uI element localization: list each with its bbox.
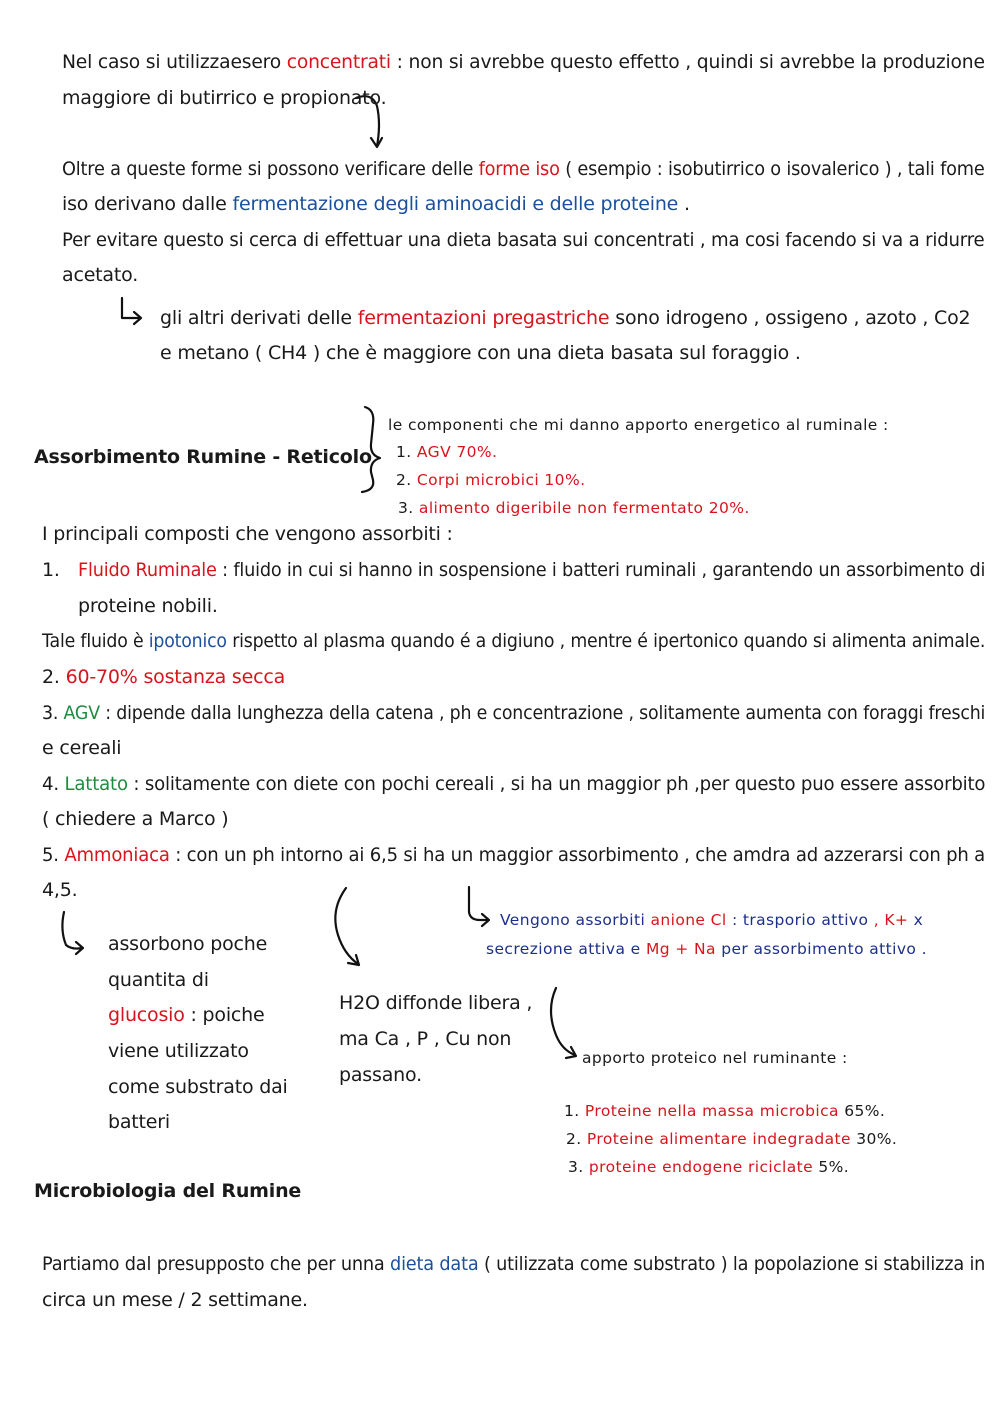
paragraph-2-line-3: Per evitare questo si cerca di effettuar una dieta basata sui concentrati , ma cosi facendo si va a ridurre — [62, 229, 985, 251]
water-note-line-2: ma Ca , P , Cu non — [339, 1028, 512, 1050]
list-item-1 — [78, 561, 985, 580]
text: : non si avrebbe questo effetto , quindi si avrebbe la produzione — [390, 51, 985, 73]
item-text: proteine endogene riciclate — [588, 1158, 814, 1176]
highlight-mg-na: Mg + Na — [645, 940, 716, 958]
text: : trasporio attivo — [726, 911, 874, 929]
brace-note-item-3 — [398, 501, 750, 517]
item-text: AGV 70%. — [416, 443, 498, 461]
highlight-dieta-data: dieta data — [390, 1253, 479, 1275]
curved-arrow-2 — [335, 888, 358, 964]
list-item-5 — [42, 846, 985, 865]
section-2-line-2: circa un mese / 2 settimane. — [42, 1289, 308, 1311]
item-number: 1. — [564, 1102, 580, 1120]
curved-arrow-3 — [551, 988, 575, 1055]
protein-note-item-1 — [564, 1104, 885, 1120]
paragraph-1-line-1 — [62, 53, 985, 72]
item-percent: 65%. — [844, 1102, 886, 1120]
section-title-microbiologia: Microbiologia del Rumine — [34, 1180, 302, 1202]
highlight-fluido-ruminale: Fluido Ruminale — [78, 559, 217, 581]
glucose-note-line-3 — [108, 1006, 264, 1025]
text: x — [908, 911, 924, 929]
highlight-sostanza-secca: 60-70% sostanza secca — [65, 666, 286, 688]
protein-note-item-3 — [568, 1160, 849, 1176]
item-number: 1. — [396, 443, 412, 461]
text: Tale fluido è — [42, 630, 149, 652]
text: rispetto al plasma quando é a digiuno , mentre é ipertonico quando si alimenta animale. — [226, 630, 986, 652]
highlight-fermentazione: fermentazione degli aminoacidi e delle proteine — [232, 193, 679, 215]
water-note-line-3: passano. — [339, 1064, 422, 1086]
protein-note-heading: apporto proteico nel ruminante : — [582, 1049, 848, 1067]
brace-note-item-1 — [396, 445, 497, 461]
paragraph-2-line-1 — [62, 160, 985, 179]
text: . — [678, 193, 690, 215]
text: Partiamo dal presupposto che per unna — [42, 1253, 391, 1275]
brace-note-item-2 — [396, 473, 585, 489]
text: Oltre a queste forme si possono verificare delle — [62, 158, 479, 180]
text: : fluido in cui si hanno in sospensione i batteri ruminali , garantendo un assorbimento di — [216, 559, 986, 581]
section-title-assorbimento: Assorbimento Rumine - Reticolo — [34, 446, 372, 468]
highlight-k: , K+ — [873, 911, 909, 929]
hook-arrow-1 — [122, 298, 140, 318]
text: sono idrogeno , ossigeno , azoto , Co2 — [609, 307, 971, 329]
glucose-note-line-5: come substrato dai — [108, 1076, 288, 1098]
highlight-concentrati: concentrati — [286, 51, 391, 73]
list-item-4-continued: ( chiedere a Marco ) — [42, 808, 229, 830]
item-number: 2. — [42, 666, 66, 688]
item-text: alimento digeribile non fermentato 20%. — [418, 499, 750, 517]
highlight-lattato: Lattato — [64, 773, 128, 795]
ion-note-line-2 — [486, 942, 927, 958]
highlight-agv: AGV — [63, 702, 100, 724]
item-text: Proteine nella massa microbica — [584, 1102, 839, 1120]
ion-note-line-1 — [500, 913, 923, 929]
text: ( utilizzata come substrato ) la popolazione si stabilizza in — [478, 1253, 986, 1275]
text: per assorbimento attivo . — [715, 940, 927, 958]
item-number: 4. — [42, 773, 65, 795]
glucose-note-line-1: assorbono poche — [108, 933, 268, 955]
list-item-1-continued: proteine nobili. — [78, 595, 218, 617]
text: Nel caso si utilizzaesero — [62, 51, 287, 73]
list-item-2 — [42, 668, 285, 687]
fluid-note — [42, 632, 985, 651]
list-item-1-number: 1. — [42, 559, 60, 581]
list-intro: I principali composti che vengono assorbiti : — [42, 523, 453, 545]
glucose-note-line-2: quantita di — [108, 969, 209, 991]
text: gli altri derivati delle — [160, 307, 358, 329]
item-number: 3. — [42, 702, 64, 724]
text: ( esempio : isobutirrico o isovalerico ) , tali fome — [559, 158, 985, 180]
item-text: Corpi microbici 10%. — [416, 471, 586, 489]
item-text: Proteine alimentare indegradate — [586, 1130, 851, 1148]
glucose-note-line-6: batteri — [108, 1111, 170, 1133]
list-item-3 — [42, 704, 985, 723]
highlight-ammoniaca: Ammoniaca — [64, 844, 170, 866]
brace-note-heading: le componenti che mi danno apporto energetico al ruminale : — [388, 416, 889, 434]
item-percent: 5%. — [818, 1158, 850, 1176]
text: Vengono assorbiti — [500, 911, 651, 929]
text: iso derivano dalle — [62, 193, 233, 215]
highlight-glucosio: glucosio — [108, 1004, 185, 1026]
protein-note-item-2 — [566, 1132, 897, 1148]
item-number: 5. — [42, 844, 65, 866]
water-note-line-1: H2O diffonde libera , — [339, 992, 533, 1014]
item-percent: 30%. — [856, 1130, 898, 1148]
list-item-3-continued: e cereali — [42, 737, 122, 759]
paragraph-1-line-2: maggiore di butirrico e propionato. — [62, 87, 387, 109]
list-item-4 — [42, 775, 985, 794]
text: : poiche — [184, 1004, 265, 1026]
paragraph-3-line-1 — [160, 309, 970, 328]
hook-arrow-2 — [62, 912, 82, 949]
item-number: 3. — [568, 1158, 584, 1176]
list-item-5-continued: 4,5. — [42, 879, 78, 901]
paragraph-2-line-4: acetato. — [62, 264, 139, 286]
glucose-note-line-4: viene utilizzato — [108, 1040, 249, 1062]
paragraph-2-line-2 — [62, 195, 690, 214]
item-number: 2. — [396, 471, 412, 489]
highlight-anione-cl: anione Cl — [650, 911, 727, 929]
highlight-forme-iso: forme iso — [478, 158, 560, 180]
highlight-ipotonico: ipotonico — [148, 630, 227, 652]
item-number: 2. — [566, 1130, 582, 1148]
text: secrezione attiva e — [486, 940, 646, 958]
hook-arrow-3 — [469, 887, 488, 920]
section-2-line-1 — [42, 1255, 985, 1274]
text: : dipende dalla lunghezza della catena , ph e concentrazione , solitamente aumenta con foraggi freschi — [99, 702, 986, 724]
item-number: 3. — [398, 499, 414, 517]
text: : solitamente con diete con pochi cereali , si ha un maggior ph ,per questo puo essere assorbito — [127, 773, 986, 795]
text: : con un ph intorno ai 6,5 si ha un maggior assorbimento , che amdra ad azzerarsi con ph a — [169, 844, 986, 866]
highlight-fermentazioni-pregastriche: fermentazioni pregastriche — [357, 307, 610, 329]
paragraph-3-line-2: e metano ( CH4 ) che è maggiore con una dieta basata sul foraggio . — [160, 342, 801, 364]
